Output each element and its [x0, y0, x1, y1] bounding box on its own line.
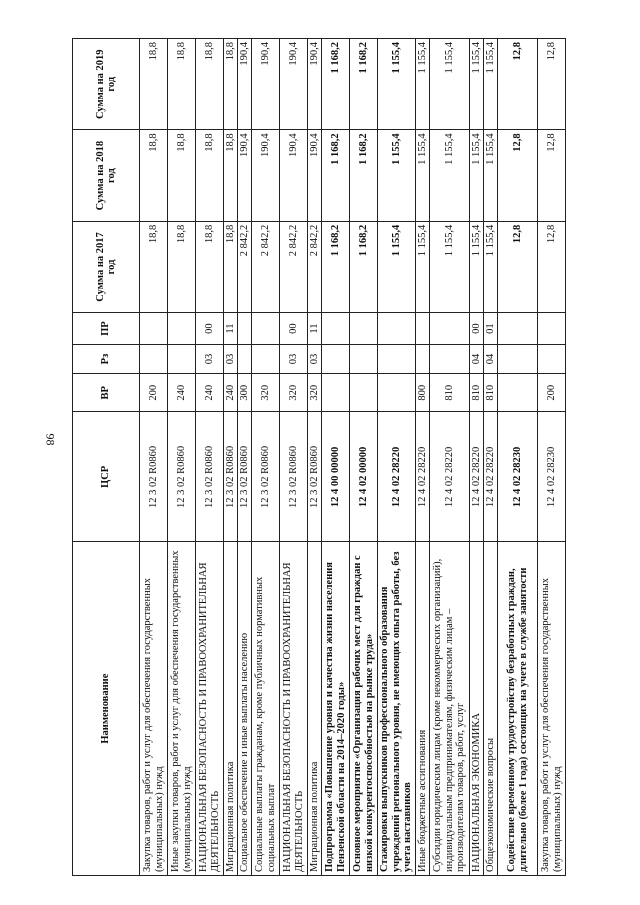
- cell-name: Стажировки выпускников профессионального образования учреждений регионального уровня, не имеющих опыта работы, без учета наставников: [378, 542, 416, 876]
- cell-csr: 12 3 02 R0860: [168, 412, 196, 542]
- cell-2019: 18,8: [224, 39, 238, 130]
- cell-2017: 1 155,4: [484, 221, 498, 312]
- cell-rz: [168, 344, 196, 373]
- header-row: [73, 39, 140, 876]
- cell-vr: 810: [484, 374, 498, 412]
- cell-name: НАЦИОНАЛЬНАЯ БЕЗОПАСНОСТЬ И ПРАВООХРАНИТЕЛЬНАЯ ДЕЯТЕЛЬНОСТЬ: [280, 542, 308, 876]
- cell-vr: 240: [196, 374, 224, 412]
- cell-name: Иные бюджетные ассигнования: [416, 542, 430, 876]
- table-row: [322, 39, 350, 876]
- cell-2017: 1 155,4: [430, 221, 470, 312]
- cell-vr: [378, 374, 416, 412]
- cell-2017: 1 168,2: [322, 221, 350, 312]
- header-2017: Сумма на 2017 год: [73, 221, 140, 312]
- header-name: Наименование: [73, 542, 140, 876]
- cell-2019: 18,8: [196, 39, 224, 130]
- cell-pr: 01: [484, 313, 498, 345]
- cell-2017: 12,8: [538, 221, 566, 312]
- table-row: [484, 39, 498, 876]
- cell-name: Миграционная политика: [224, 542, 238, 876]
- cell-name: Подпрограмма «Повышение уровня и качества жизни населения Пензенской области на 2014–2020 годы»: [322, 542, 350, 876]
- cell-csr: 12 3 02 R0860: [308, 412, 322, 542]
- cell-2017: 18,8: [224, 221, 238, 312]
- table-body: [140, 39, 566, 876]
- header-vr: ВР: [73, 374, 140, 412]
- cell-rz: [378, 344, 416, 373]
- cell-csr: 12 4 02 28220: [470, 412, 484, 542]
- cell-name: Социальные выплаты гражданам, кроме публичных нормативных социальных выплат: [252, 542, 280, 876]
- cell-pr: [498, 313, 538, 345]
- cell-vr: 240: [168, 374, 196, 412]
- table-row: [498, 39, 538, 876]
- cell-rz: 03: [308, 344, 322, 373]
- cell-name: Общеэкономические вопросы: [484, 542, 498, 876]
- cell-2017: 2 842,2: [308, 221, 322, 312]
- table-row: [168, 39, 196, 876]
- cell-pr: [430, 313, 470, 345]
- cell-rz: 03: [280, 344, 308, 373]
- table-row: [308, 39, 322, 876]
- cell-name: НАЦИОНАЛЬНАЯ ЭКОНОМИКА: [470, 542, 484, 876]
- cell-name: Содействие временному трудоустройству безработных граждан, длительно (более 1 года) состоящих на учете в службе занятости: [498, 542, 538, 876]
- cell-2018: 190,4: [280, 130, 308, 221]
- cell-2018: 190,4: [238, 130, 252, 221]
- cell-pr: 00: [196, 313, 224, 345]
- cell-rz: 03: [224, 344, 238, 373]
- cell-rz: 04: [484, 344, 498, 373]
- cell-rz: [416, 344, 430, 373]
- rotated-table-container: [72, 10, 632, 890]
- cell-csr: 12 4 02 28220: [378, 412, 416, 542]
- header-2019: Сумма на 2019 год: [73, 39, 140, 130]
- cell-2017: 2 842,2: [238, 221, 252, 312]
- table-row: [470, 39, 484, 876]
- cell-vr: 240: [224, 374, 238, 412]
- cell-name: НАЦИОНАЛЬНАЯ БЕЗОПАСНОСТЬ И ПРАВООХРАНИТЕЛЬНАЯ ДЕЯТЕЛЬНОСТЬ: [196, 542, 224, 876]
- cell-2019: 190,4: [238, 39, 252, 130]
- cell-2019: 1 155,4: [378, 39, 416, 130]
- cell-pr: 00: [470, 313, 484, 345]
- cell-2018: 1 155,4: [416, 130, 430, 221]
- cell-pr: [238, 313, 252, 345]
- cell-csr: 12 4 02 28220: [430, 412, 470, 542]
- cell-2017: 1 155,4: [378, 221, 416, 312]
- cell-pr: [168, 313, 196, 345]
- cell-csr: 12 4 00 00000: [322, 412, 350, 542]
- cell-name: Иные закупки товаров, работ и услуг для обеспечения государственных (муниципальных) нужд: [168, 542, 196, 876]
- cell-vr: 300: [238, 374, 252, 412]
- cell-rz: [498, 344, 538, 373]
- table-row: [140, 39, 168, 876]
- cell-2018: 12,8: [538, 130, 566, 221]
- cell-rz: [350, 344, 378, 373]
- cell-csr: 12 4 02 28230: [498, 412, 538, 542]
- table-row: [538, 39, 566, 876]
- cell-pr: [322, 313, 350, 345]
- cell-rz: [322, 344, 350, 373]
- table-row: [252, 39, 280, 876]
- cell-name: Основное мероприятие «Организация рабочих мест для граждан с низкой конкурентоспособностью на рынке труда»: [350, 542, 378, 876]
- cell-name: Субсидии юридическим лицам (кроме некоммерческих организаций), индивидуальным предпринимателям, физическим лицам – производителям товаров, работ, услуг: [430, 542, 470, 876]
- cell-vr: 810: [430, 374, 470, 412]
- cell-2018: 18,8: [224, 130, 238, 221]
- cell-2019: 18,8: [140, 39, 168, 130]
- cell-pr: 11: [224, 313, 238, 345]
- cell-rz: [238, 344, 252, 373]
- cell-csr: 12 3 02 R0860: [140, 412, 168, 542]
- cell-rz: [140, 344, 168, 373]
- table-row: [430, 39, 470, 876]
- page-number: 98: [43, 433, 58, 446]
- cell-2017: 2 842,2: [252, 221, 280, 312]
- cell-name: Закупка товаров, работ и услуг для обеспечения государственных (муниципальных) нужд: [538, 542, 566, 876]
- cell-2019: 190,4: [252, 39, 280, 130]
- cell-csr: 12 4 02 28220: [416, 412, 430, 542]
- cell-rz: 04: [470, 344, 484, 373]
- cell-pr: [416, 313, 430, 345]
- cell-2018: 1 168,2: [350, 130, 378, 221]
- cell-2017: 18,8: [196, 221, 224, 312]
- cell-csr: 12 3 02 R0860: [224, 412, 238, 542]
- cell-2019: 1 168,2: [350, 39, 378, 130]
- cell-pr: [378, 313, 416, 345]
- table-row: [238, 39, 252, 876]
- cell-name: Закупка товаров, работ и услуг для обеспечения государственных (муниципальных) нужд: [140, 542, 168, 876]
- cell-2019: 1 155,4: [430, 39, 470, 130]
- cell-csr: 12 3 02 R0860: [196, 412, 224, 542]
- table-row: [378, 39, 416, 876]
- table-row: [350, 39, 378, 876]
- table-row: [196, 39, 224, 876]
- cell-vr: 320: [252, 374, 280, 412]
- cell-vr: 320: [308, 374, 322, 412]
- cell-2017: 18,8: [168, 221, 196, 312]
- cell-vr: 810: [470, 374, 484, 412]
- cell-csr: 12 3 02 R0860: [280, 412, 308, 542]
- cell-vr: 200: [538, 374, 566, 412]
- cell-2019: 18,8: [168, 39, 196, 130]
- cell-rz: [430, 344, 470, 373]
- cell-2019: 12,8: [498, 39, 538, 130]
- cell-csr: 12 4 02 00000: [350, 412, 378, 542]
- cell-2018: 18,8: [168, 130, 196, 221]
- cell-csr: 12 4 02 28230: [538, 412, 566, 542]
- cell-2018: 1 155,4: [378, 130, 416, 221]
- cell-csr: 12 3 02 R0860: [252, 412, 280, 542]
- cell-pr: [538, 313, 566, 345]
- cell-2019: 1 155,4: [484, 39, 498, 130]
- cell-2018: 18,8: [196, 130, 224, 221]
- cell-vr: [350, 374, 378, 412]
- header-csr: ЦСР: [73, 412, 140, 542]
- cell-2019: 190,4: [308, 39, 322, 130]
- table-row: [416, 39, 430, 876]
- cell-rz: 03: [196, 344, 224, 373]
- cell-2017: 1 168,2: [350, 221, 378, 312]
- cell-vr: 200: [140, 374, 168, 412]
- cell-2017: 2 842,2: [280, 221, 308, 312]
- header-pr: ПР: [73, 313, 140, 345]
- cell-pr: 11: [308, 313, 322, 345]
- cell-rz: [538, 344, 566, 373]
- cell-vr: 320: [280, 374, 308, 412]
- cell-2019: 1 155,4: [416, 39, 430, 130]
- cell-2019: 12,8: [538, 39, 566, 130]
- cell-pr: 00: [280, 313, 308, 345]
- header-rz: Рз: [73, 344, 140, 373]
- cell-pr: [140, 313, 168, 345]
- cell-rz: [252, 344, 280, 373]
- cell-2018: 1 155,4: [484, 130, 498, 221]
- cell-csr: 12 4 02 28220: [484, 412, 498, 542]
- cell-2018: 12,8: [498, 130, 538, 221]
- cell-2019: 1 155,4: [470, 39, 484, 130]
- cell-pr: [350, 313, 378, 345]
- cell-2018: 190,4: [308, 130, 322, 221]
- cell-name: Социальное обеспечение и иные выплаты населению: [238, 542, 252, 876]
- cell-2018: 190,4: [252, 130, 280, 221]
- cell-csr: 12 3 02 R0860: [238, 412, 252, 542]
- header-2018: Сумма на 2018 год: [73, 130, 140, 221]
- cell-2017: 1 155,4: [470, 221, 484, 312]
- cell-2018: 18,8: [140, 130, 168, 221]
- table-row: [224, 39, 238, 876]
- cell-2018: 1 168,2: [322, 130, 350, 221]
- cell-pr: [252, 313, 280, 345]
- cell-name: Миграционная политика: [308, 542, 322, 876]
- cell-2017: 12,8: [498, 221, 538, 312]
- cell-2017: 18,8: [140, 221, 168, 312]
- budget-table: [72, 38, 566, 876]
- cell-vr: [498, 374, 538, 412]
- cell-2019: 190,4: [280, 39, 308, 130]
- table-header: [73, 39, 140, 876]
- cell-2018: 1 155,4: [470, 130, 484, 221]
- cell-vr: [322, 374, 350, 412]
- cell-2019: 1 168,2: [322, 39, 350, 130]
- cell-2017: 1 155,4: [416, 221, 430, 312]
- cell-vr: 800: [416, 374, 430, 412]
- table-row: [280, 39, 308, 876]
- cell-2018: 1 155,4: [430, 130, 470, 221]
